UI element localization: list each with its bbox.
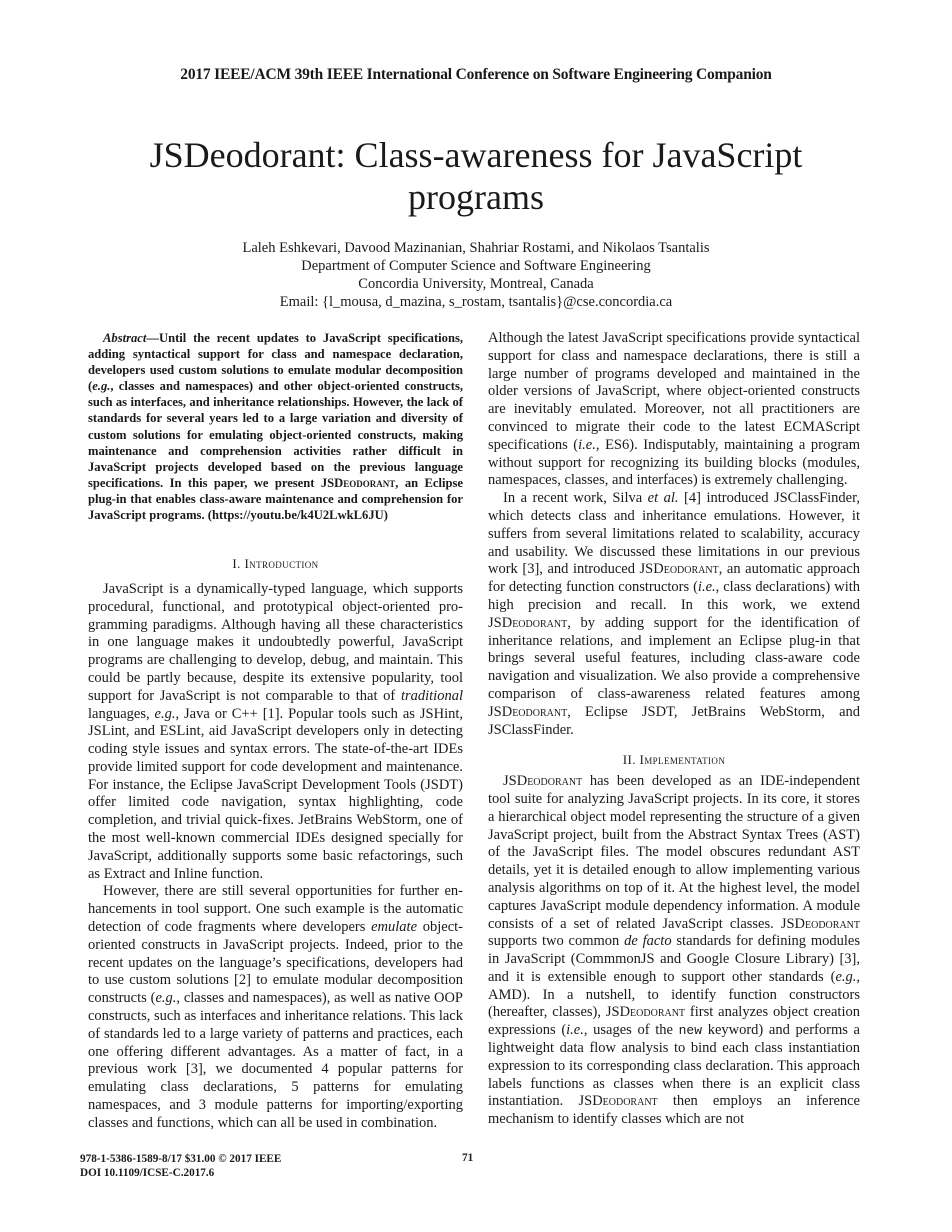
- implementation-paragraph: JSDeodorant has been developed as an IDE-independent tool suite for analyzing JavaScript projects. In its core, it stores a hierarchical object model representing the structure of a given JavaScript project, built from the Abstract Syntax Trees (AST) of the JavaScript files. The model obscures redundant AST details, yet it is detailed enough to allow implementing various analysis algorithms on top of it. At the highest level, the model captures JavaScript module dependency information. A module consists of a set of related JavaScript classes. JSDeodorant supports two common de facto standards for defining modules in JavaScript (CommmonJS and Google Closure Library) [3], and it is extensible enough to support other standards (e.g., AMD). In a nutshell, to identify function constructors (hereafter, classes), JSDeodorant first analyzes object creation expressions (i.e., usages of the new keyword) and performs a lightweight data flow analysis to bind each class instantiation expression to its corresponding class declaration. This approach labels functions as classes when there is an explicit class instantiation. JSDeodorant then employs an inference mechanism to identify classes which are not: [488, 773, 860, 1128]
- abstract: Abstract—Until the recent updates to JavaScript specifications, adding syntactical support for class and namespace declaration, developers used custom solutions to emulate modular decomposition (e.g., classes and namespaces) and other object-oriented constructs, such as interfaces, and inheritance relationships. However, the lack of standards for several years led to a large variation and diversity of custom solutions for emulating object-oriented constructs, making maintenance and comprehension activities rather difficult in JavaScript projects developed based on the previous language specifications. In this paper, we present JSDeodorant, an Eclipse plug-in that enables class-aware maintenance and comprehension for JavaScript programs. (https://youtu.be/k4U2LwkL6JU): [88, 331, 463, 523]
- author-names: Laleh Eshkevari, Davood Mazinanian, Shahriar Rostami, and Nikolaos Tsantalis: [242, 240, 710, 256]
- abstract-label: Abstract: [103, 331, 147, 345]
- intro-paragraph-2: However, there are still several opportunities for further enhancements in tool support. One such example is the automatic detection of code fragments where developers emulate object-oriented constructs in JavaScript projects. Indeed, prior to the recent updates on the language’s specifications, developers had to use custom solutions [2] to emulate modular decomposition constructs (e.g., classes and namespaces), as well as native OOP constructs, such as interfaces and inheritance relations. This lack of standards led to a large variety of patterns and practices, each one offering different advantages. As a matter of fact, in a previous work [3], we documented 4 popular patterns for emulating class declarations, 5 patterns for emulating namespaces, and 3 module patterns for importing/exporting classes and functions, which can all be used in combination.: [88, 883, 463, 1131]
- footer-doi: DOI 10.1109/ICSE-C.2017.6: [80, 1167, 215, 1179]
- left-column: [88, 330, 463, 1133]
- paper-title: JSDeodorant: Class-awareness for JavaScript programs: [149, 135, 803, 217]
- right-paragraph-1: Although the latest JavaScript specifications provide syntactical support for class and namespace declarations, there is still a large number of programs developed and maintained in the older versions of JavaScript, where object-oriented constructs are inevitably emulated. Moreover, not all practitioners are convinced to migrate their code to the latest ECMAScript specifications (i.e., ES6). Indisputably, maintaining a program without support for recognizing its building blocks (modules, namespaces, classes, and interfaces) is extremely challenging.: [488, 330, 860, 489]
- footer-identifiers: [80, 1152, 281, 1180]
- intro-paragraph-1: JavaScript is a dynamically-typed language, which supports procedural, functional, and prototypical object-oriented programming paradigms. Although having all these characteristics in one language makes it undoubtedly powerful, JavaScript programs are challenging to develop, debug, and maintain. This could be partly because, despite its extensive popularity, tool support for JavaScript is not comparable to that of traditional languages, e.g., Java or C++ [1]. Popular tools such as JSHint, JSLint, and ESLint, aid JavaScript developers only in detecting coding style issues and syntax errors. The state-of-the-art IDEs provide limited support for code development and maintenance. For instance, the Eclipse JavaScript Development Tools (JSDT) offer limited code navigation, syntax highlighting, code completion, and trivial quick-fixes. JetBrains WebStorm, one of the most well-known commercial IDEs designed specially for JavaScript, additionally supports some basic refactorings, such as Extract and Inline function.: [88, 580, 463, 882]
- page-number: 71: [462, 1152, 474, 1164]
- section-heading-introduction: I. Introduction: [232, 556, 319, 572]
- right-column: [488, 330, 860, 1129]
- section-heading-implementation: II. Implementation: [622, 752, 726, 768]
- footer-isbn: 978-1-5386-1589-8/17 $31.00 © 2017 IEEE: [80, 1153, 282, 1165]
- right-paragraph-2: In a recent work, Silva et al. [4] introduced JSClassFinder, which detects class and inheritance emulations. However, it suffers from several limitations related to scalability, accuracy and usability. We discussed these limitations in our previous work [3], and introduced JSDeodorant, an automatic approach for detecting function constructors (i.e., class declarations) with high precision and recall. In this work, we extend JSDeodorant, by adding support for the identification of inheritance relations, and implement an Eclipse plug-in that brings several useful features, including class-aware code navigation and visualization. We also provide a comprehensive comparison of class-awareness related features among JSDeodorant, Eclipse JSDT, JetBrains WebStorm, and JSClassFinder.: [488, 490, 861, 738]
- conference-header: 2017 IEEE/ACM 39th IEEE International Conference on Software Engineering Companion: [180, 66, 772, 83]
- author-email: Email: {l_mousa, d_mazina, s_rostam, tsantalis}@cse.concordia.ca: [279, 294, 673, 310]
- author-block: [0, 239, 952, 311]
- author-affiliation: Concordia University, Montreal, Canada: [358, 276, 594, 292]
- author-department: Department of Computer Science and Software Engineering: [301, 258, 651, 274]
